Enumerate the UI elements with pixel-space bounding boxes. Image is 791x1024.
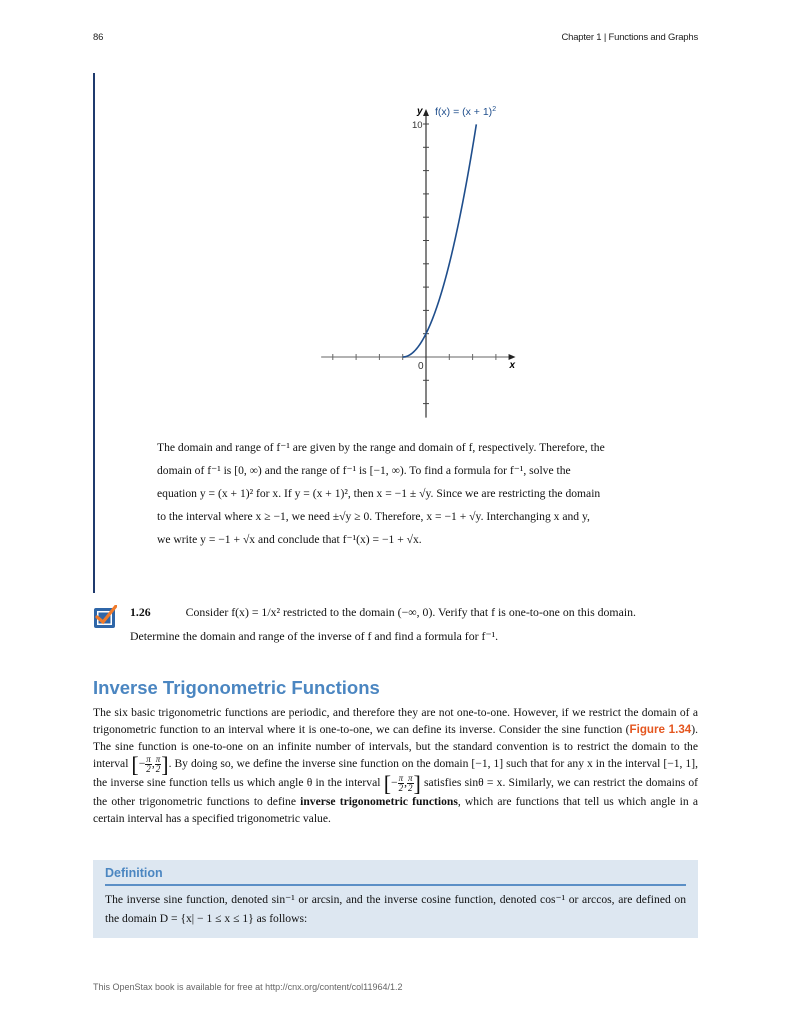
explanation-line: we write y = −1 + √x and conclude that f⁻¹(x) = −1 + √x. [157,533,422,546]
explanation-line: The domain and range of f⁻¹ are given by the range and domain of f, respectively. Therefore, the [157,441,605,454]
exercise-number: 1.26 [130,605,151,619]
footer-note: This OpenStax book is available for free at http://cnx.org/content/col11964/1.2 [93,982,403,992]
explanation-line: equation y = (x + 1)² for x. If y = (x + 1)², then x = −1 ± √y. Since we are restricting the domain [157,487,601,500]
page-number: 86 [93,32,104,43]
section-intro-paragraph: The six basic trigonometric functions are periodic, and therefore they are not one-to-one. However, if we restrict the domain of a trigonometric function to an interval where it is one-to-one, we can define its inverse. Consider the sine function (Figure 1.34). The sine function is one-to-one on an infinite number of intervals, but the standard convention is to restrict the domain to the interval [− $\frac{\pi}{2}$ , $\frac{\pi}{2}$ ]. By doing so, we define the inverse sine function on the domain [−1, 1] such that for any x in the interval [−1, 1], the inverse sine function tells us which angle θ in the interval [− $\frac{\pi}{2}$ , $\frac{\pi}{2}$ ] satisfies sinθ = x. Similarly, we can restrict the domains of the other trigonometric functions to define inverse trigonometric functions, which are functions that tell us which angle in a certain interval has a specified trigonometric value. [93,706,699,825]
definition-title: Definition [105,866,163,880]
y-axis-arrow [423,109,429,116]
exercise-line-1: Consider f(x) = 1/x² restricted to the domain (−∞, 0). Verify that f is one-to-one on this domain. [185,605,636,619]
interval-neg-pi-2-pi-2: [− $\frac{\pi}{2}$ , $\frac{\pi}{2}$ ] [383,771,421,796]
y-tick-label-10: 10 [412,120,423,131]
definition-text: The inverse sine function, denoted sin⁻¹ or arcsin, and the inverse cosine function, denoted cos⁻¹ or arccos, are defined on the domain D = {x| − 1 ≤ x ≤ 1} as follows: [105,893,686,925]
curve-f-x [403,124,477,357]
bold-term: inverse trigonometric functions [300,795,458,808]
function-label: $f(x) = (x + 1)^2$ [435,106,497,119]
checkpoint-exercise [130,600,686,648]
section-title: Inverse Trigonometric Functions [93,677,380,698]
explanation-line: domain of f⁻¹ is [0, ∞) and the range of f⁻¹ is [−1, ∞). To find a formula for f⁻¹, solve the [157,464,571,477]
definition-divider [105,884,686,886]
explanation-line: to the interval where x ≥ −1, we need ±√y ≥ 0. Therefore, x = −1 + √y. Interchanging x and y, [157,510,590,523]
example-explanation [157,436,673,551]
checkbox-checked-icon [93,605,117,629]
y-axis-label: y [417,106,423,118]
figure-link[interactable]: Figure 1.34 [629,723,692,736]
example-left-rule [93,73,95,593]
interval-neg-pi-2-pi-2: [− $\frac{\pi}{2}$ , $\frac{\pi}{2}$ ] [131,752,169,777]
origin-label: 0 [418,361,424,372]
definition-box [93,860,698,938]
x-axis-label: x [509,360,516,371]
function-graph [300,100,540,425]
exercise-line-2: Determine the domain and range of the inverse of f and find a formula for f⁻¹. [130,629,499,643]
chapter-header: Chapter 1 | Functions and Graphs [561,32,698,43]
